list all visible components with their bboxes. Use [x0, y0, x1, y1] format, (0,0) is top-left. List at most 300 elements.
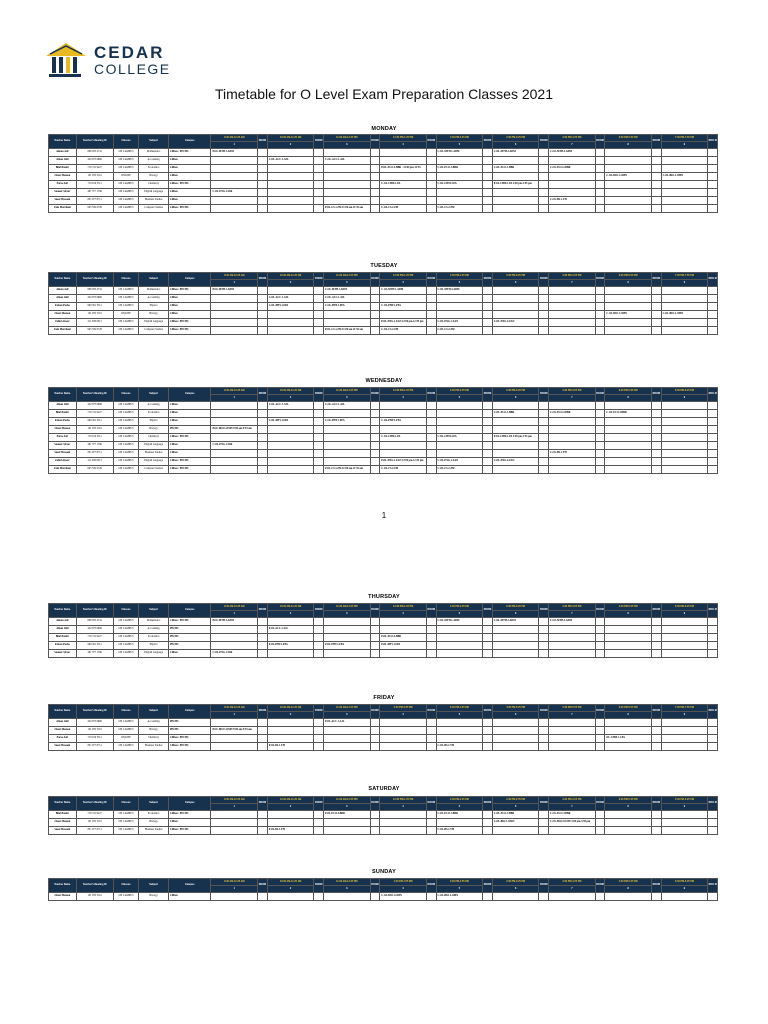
room-cell [258, 157, 268, 165]
header-room: ROOM [539, 879, 549, 893]
subject-cell: Chemistry [139, 181, 169, 189]
room-cell [370, 410, 380, 418]
room-cell [708, 173, 718, 181]
room-cell [314, 450, 324, 458]
campus-cell: Clifton / PECHS [168, 434, 210, 442]
header-slot-time: 11:30 AM-12:25 PM [323, 273, 370, 280]
slot-cell [605, 181, 652, 189]
header-slot-time: 3:30 PM-4:25 PM [549, 797, 596, 804]
slot-cell [605, 827, 652, 835]
header-subject: Subject [139, 879, 169, 893]
slot-cell [211, 450, 258, 458]
campus-cell: Clifton / PECHS [168, 458, 210, 466]
room-cell [314, 149, 324, 157]
campus-cell: Clifton / PECHS [168, 149, 210, 157]
slot-cell [436, 402, 483, 410]
meeting-id-cell: 101 976 3161 [76, 893, 113, 901]
slot-cell [211, 157, 258, 165]
room-cell [652, 735, 662, 743]
room-cell [370, 719, 380, 727]
room-cell [426, 197, 436, 205]
room-cell [539, 434, 549, 442]
header-slot-number: 7 [549, 886, 596, 893]
header-teacher-name: Teacher Name [49, 879, 77, 893]
room-cell [483, 634, 493, 642]
teacher-name-cell: Faizan Pasha [49, 303, 77, 311]
room-cell [708, 197, 718, 205]
table-row [49, 819, 718, 827]
subject-cell: Physics [139, 303, 169, 311]
slot-cell [549, 893, 596, 901]
room-cell [370, 827, 380, 835]
slot-cell [549, 743, 596, 751]
slot-cell: P.OL.PHY.1.FPA [323, 642, 370, 650]
slot-cell [492, 727, 539, 735]
header-classes: Classes [113, 705, 138, 719]
slot-cell [323, 735, 370, 743]
slot-cell [605, 303, 652, 311]
slot-cell [436, 719, 483, 727]
slot-cell [661, 287, 708, 295]
room-cell [483, 735, 493, 743]
header-classes: Classes [113, 797, 138, 811]
subject-cell: Biology [139, 893, 169, 901]
room-cell [314, 727, 324, 735]
room-cell [314, 165, 324, 173]
slot-cell: C.OL.ECO.3.BBR [605, 410, 652, 418]
college-logo [44, 40, 171, 80]
room-cell [258, 319, 268, 327]
header-slot-time: 12:30 PM-1:25 PM [380, 388, 427, 395]
room-cell [708, 618, 718, 626]
slot-cell [211, 402, 258, 410]
header-campus: Campus [168, 388, 210, 402]
slot-cell [267, 735, 314, 743]
slot-cell [267, 618, 314, 626]
room-cell [370, 157, 380, 165]
table-row [49, 205, 718, 213]
room-cell [426, 157, 436, 165]
room-cell [370, 165, 380, 173]
subject-cell: Business Studies [139, 197, 169, 205]
room-cell [708, 205, 718, 213]
slot-cell [492, 295, 539, 303]
slot-cell: C.OL.BS.1.YH [436, 743, 483, 751]
slot-cell: C.OL.PHY.1.FPA [380, 418, 427, 426]
slot-cell: P.OL.ENG.1.ZAN 12:00 pm-12:55 pm [380, 319, 427, 327]
table-row [49, 634, 718, 642]
campus-cell: Clifton [168, 402, 210, 410]
room-cell [652, 402, 662, 410]
room-cell [314, 189, 324, 197]
slot-cell: C.OL.ENG.4.ZAN [492, 319, 539, 327]
room-cell [426, 303, 436, 311]
room-cell [483, 893, 493, 901]
meeting-id-cell: 669 391 3311 [76, 418, 113, 426]
slot-cell [380, 157, 427, 165]
room-cell [483, 311, 493, 319]
day-title-saturday: SATURDAY [368, 786, 400, 792]
room-cell [708, 426, 718, 434]
header-slot-number: 8 [605, 395, 652, 402]
slot-cell [492, 893, 539, 901]
slot-cell [267, 205, 314, 213]
slot-cell [211, 205, 258, 213]
header-slot-number: 1 [211, 886, 258, 893]
header-room: ROOM [539, 705, 549, 719]
teacher-name-cell: Omar Memon [49, 893, 77, 901]
header-slot-time: 10:30 AM-11:25 AM [267, 135, 314, 142]
classes-cell: ON CAMPUS [113, 743, 138, 751]
header-slot-time: 10:30 AM-11:25 AM [267, 797, 314, 804]
header-slot-time: 7:30 PM-7:30 PM [661, 135, 708, 142]
slot-cell [492, 450, 539, 458]
header-slot-number: 9 [661, 142, 708, 149]
room-cell [258, 634, 268, 642]
room-cell [539, 287, 549, 295]
header-classes: Classes [113, 135, 138, 149]
room-cell [652, 727, 662, 735]
slot-cell [380, 743, 427, 751]
room-cell [539, 727, 549, 735]
teacher-name-cell: Afnan Jalil [49, 295, 77, 303]
header-slot-time: 4:30 PM-5:25 PM [492, 705, 539, 712]
slot-cell [323, 181, 370, 189]
slot-cell: C.OL.ENG.1.SSR [211, 189, 258, 197]
room-cell [314, 743, 324, 751]
room-cell [595, 165, 605, 173]
slot-cell [661, 319, 708, 327]
slot-cell [661, 181, 708, 189]
room-cell [539, 458, 549, 466]
header-slot-number: 8 [605, 611, 652, 618]
header-room: ROOM [539, 604, 549, 618]
header-room: ROOM [258, 705, 268, 719]
campus-cell: Clifton / PECHS [168, 466, 210, 474]
room-cell [258, 287, 268, 295]
table-row [49, 442, 718, 450]
header-slot-number: 1 [211, 142, 258, 149]
classes-cell: ON CAMPUS [113, 442, 138, 450]
header-room: ROOM [370, 797, 380, 811]
room-cell [595, 434, 605, 442]
room-cell [314, 634, 324, 642]
slot-cell [492, 426, 539, 434]
room-cell [370, 819, 380, 827]
room-cell [708, 149, 718, 157]
slot-cell [436, 197, 483, 205]
header-classes: Classes [113, 388, 138, 402]
room-cell [370, 295, 380, 303]
classes-cell: ON CAMPUS [113, 426, 138, 434]
slot-cell: C.OL.MTH.4.ADM [549, 149, 596, 157]
header-slot-time: 9:30 AM-10:25 AM [211, 879, 258, 886]
room-cell [370, 626, 380, 634]
meeting-id-cell: 831 877 8711 [76, 450, 113, 458]
room-cell [370, 319, 380, 327]
campus-cell: PECHS [168, 719, 210, 727]
slot-cell: P.OL.BS.1.YH [267, 743, 314, 751]
room-cell [652, 181, 662, 189]
header-slot-number: 1 [211, 804, 258, 811]
header-slot-time: 2:00 PM-2:55 PM [436, 879, 483, 886]
slot-cell: C.OL.MTH.3.ADM [492, 618, 539, 626]
slot-cell [267, 165, 314, 173]
slot-cell: C.OL.CHM.3.PA [436, 434, 483, 442]
slot-cell [267, 719, 314, 727]
table-row [49, 303, 718, 311]
header-room: ROOM [483, 879, 493, 893]
header-slot-number: 6 [492, 142, 539, 149]
slot-cell [267, 434, 314, 442]
campus-cell: PECHS [168, 426, 210, 434]
header-slot-time: 11:30 AM-12:25 PM [323, 705, 370, 712]
room-cell [314, 205, 324, 213]
room-cell [314, 327, 324, 335]
header-slot-time: 12:30 PM-1:25 PM [380, 273, 427, 280]
room-cell [258, 450, 268, 458]
room-cell [652, 426, 662, 434]
slot-cell [323, 893, 370, 901]
slot-cell: P.OL.BIO.1.OMN 9:00 am-9:55 am [211, 727, 258, 735]
subject-cell: Accounting [139, 157, 169, 165]
header-slot-number: 3 [323, 611, 370, 618]
slot-cell [661, 735, 708, 743]
header-slot-time: 2:30 PM-3:25 PM [492, 388, 539, 395]
teacher-name-cell: Bilal Bashir [49, 165, 77, 173]
header-room: ROOM [595, 388, 605, 402]
classes-cell: ON CAMPUS [113, 642, 138, 650]
slot-cell: C.OL.ECO.1.BBR [436, 811, 483, 819]
room-cell [652, 719, 662, 727]
room-cell [652, 827, 662, 835]
slot-cell [605, 458, 652, 466]
header-subject: Subject [139, 135, 169, 149]
slot-cell [323, 743, 370, 751]
slot-cell: P.OL.CS.1.ZM 11:00 am-11:55 am [323, 466, 370, 474]
slot-cell [211, 173, 258, 181]
room-cell [426, 319, 436, 327]
table-row [49, 642, 718, 650]
header-campus: Campus [168, 604, 210, 618]
slot-cell: P.OL.MTH.1.ADM [211, 149, 258, 157]
room-cell [483, 402, 493, 410]
room-cell [314, 458, 324, 466]
room-cell [595, 626, 605, 634]
room-cell [595, 450, 605, 458]
room-cell [426, 450, 436, 458]
header-meeting-id: Teacher's Meeting ID [76, 879, 113, 893]
room-cell [595, 426, 605, 434]
header-slot-number: 4 [380, 142, 427, 149]
slot-cell [267, 311, 314, 319]
header-subject: Subject [139, 273, 169, 287]
slot-cell: P.OL.CS.1.ZM 11:00 am-11:55 am [323, 327, 370, 335]
header-slot-number: 5 [436, 280, 483, 287]
room-cell [652, 303, 662, 311]
room-cell [708, 735, 718, 743]
room-cell [370, 205, 380, 213]
slot-cell: C.OL.MTH.1.ADM [436, 618, 483, 626]
header-slot-time: 4:30 PM-5:25 PM [605, 604, 652, 611]
room-cell [314, 287, 324, 295]
slot-cell [605, 719, 652, 727]
slot-cell [267, 410, 314, 418]
room-cell [314, 295, 324, 303]
room-cell [426, 205, 436, 213]
slot-cell [661, 402, 708, 410]
room-cell [370, 735, 380, 743]
slot-cell [436, 642, 483, 650]
meeting-id-cell: 831 877 8711 [76, 827, 113, 835]
header-teacher-name: Teacher Name [49, 388, 77, 402]
header-slot-number: 9 [661, 611, 708, 618]
header-slot-number: 2 [267, 886, 314, 893]
room-cell [652, 811, 662, 819]
meeting-id-cell: 718 741 9427 [76, 410, 113, 418]
meeting-id-cell: 434 873 6666 [76, 719, 113, 727]
room-cell [426, 287, 436, 295]
room-cell [370, 618, 380, 626]
day-title-thursday: THURSDAY [368, 594, 400, 600]
room-cell [539, 626, 549, 634]
slot-cell [549, 157, 596, 165]
header-slot-number: 4 [380, 712, 427, 719]
room-cell [314, 418, 324, 426]
table-row [49, 402, 718, 410]
slot-cell [211, 735, 258, 743]
slot-cell: C.OL.ACC.1.AJL [323, 402, 370, 410]
slot-cell: P.OL.CHM.1.PA 3:00 pm-3:55 pm [492, 434, 539, 442]
slot-cell: C.OL.ECO.1.BBR [492, 410, 539, 418]
table-row [49, 197, 718, 205]
room-cell [539, 157, 549, 165]
teacher-name-cell: Zohid Anwer [49, 319, 77, 327]
slot-cell [323, 434, 370, 442]
slot-cell [661, 197, 708, 205]
slot-cell [323, 410, 370, 418]
header-room: ROOM [370, 135, 380, 149]
meeting-id-cell: 718 016 3311 [76, 181, 113, 189]
slot-cell: C.OL.CS.2.ZM [436, 466, 483, 474]
slot-cell [380, 426, 427, 434]
room-cell [483, 626, 493, 634]
header-slot-time: 4:30 PM-5:25 PM [605, 879, 652, 886]
slot-cell [323, 827, 370, 835]
subject-cell: Economics [139, 410, 169, 418]
header-slot-time: 9:30 AM-10:25 AM [211, 135, 258, 142]
header-slot-number: 7 [549, 280, 596, 287]
slot-cell [267, 327, 314, 335]
slot-cell [380, 450, 427, 458]
room-cell [539, 410, 549, 418]
room-cell [314, 442, 324, 450]
room-cell [370, 197, 380, 205]
room-cell [314, 626, 324, 634]
slot-cell: P.OL.PHY.1.FPA [267, 642, 314, 650]
campus-cell: Clifton [168, 173, 210, 181]
room-cell [539, 634, 549, 642]
classes-cell: ON CAMPUS [113, 650, 138, 658]
header-slot-number: 5 [436, 142, 483, 149]
classes-cell: ON CAMPUS [113, 418, 138, 426]
header-slot-time: 1:30 PM-2:25 PM [436, 797, 483, 804]
slot-cell [549, 418, 596, 426]
table-row [49, 735, 718, 743]
header-slot-number: 5 [436, 886, 483, 893]
classes-cell: ON CAMPUS [113, 893, 138, 901]
slot-cell [661, 205, 708, 213]
header-room: ROOM [595, 797, 605, 811]
room-cell [258, 434, 268, 442]
classes-cell: ON CAMPUS [113, 458, 138, 466]
header-campus: Campus [168, 879, 210, 893]
slot-cell [323, 442, 370, 450]
header-room: ROOM [539, 135, 549, 149]
room-cell [426, 149, 436, 157]
room-cell [708, 811, 718, 819]
slot-cell [380, 626, 427, 634]
room-cell [258, 743, 268, 751]
slot-cell [605, 295, 652, 303]
slot-cell [267, 819, 314, 827]
table-row [49, 743, 718, 751]
header-slot-time: 5:30 PM-6:25 PM [661, 797, 708, 804]
room-cell [708, 893, 718, 901]
room-cell [370, 811, 380, 819]
room-cell [314, 893, 324, 901]
slot-cell [549, 426, 596, 434]
header-slot-number: 2 [267, 712, 314, 719]
subject-cell: Accounting [139, 719, 169, 727]
slot-cell [492, 442, 539, 450]
day-title-wednesday: WEDNESDAY [365, 378, 403, 384]
slot-cell: P.OL.ECO.4.BBR - 12:00 pm-12:55 [380, 165, 427, 173]
slot-cell [661, 410, 708, 418]
room-cell [314, 434, 324, 442]
header-room: ROOM [595, 705, 605, 719]
slot-cell [661, 458, 708, 466]
room-cell [370, 893, 380, 901]
campus-cell: Clifton / PECHS [168, 181, 210, 189]
slot-cell: P.OL.MTH.1.ADM [211, 287, 258, 295]
header-room: ROOM [539, 797, 549, 811]
table-row [49, 426, 718, 434]
header-room: ROOM [595, 604, 605, 618]
header-room: ROOM [483, 797, 493, 811]
room-cell [370, 287, 380, 295]
header-slot-number: 3 [323, 395, 370, 402]
room-cell [652, 466, 662, 474]
room-cell [258, 303, 268, 311]
slot-cell [661, 165, 708, 173]
room-cell [652, 458, 662, 466]
header-slot-number: 1 [211, 712, 258, 719]
cedar-college-crest-icon [44, 40, 88, 80]
room-cell [426, 402, 436, 410]
slot-cell [492, 827, 539, 835]
room-cell [652, 434, 662, 442]
slot-cell [211, 626, 258, 634]
room-cell [708, 311, 718, 319]
campus-cell: Clifton [168, 311, 210, 319]
meeting-id-cell: 101 976 3161 [76, 311, 113, 319]
slot-cell: P.OL.PHY.1.FPA [380, 642, 427, 650]
room-cell [370, 634, 380, 642]
room-cell [483, 173, 493, 181]
slot-cell: C.OL.MTH.1.ADM [380, 287, 427, 295]
header-room: ROOM [652, 135, 662, 149]
